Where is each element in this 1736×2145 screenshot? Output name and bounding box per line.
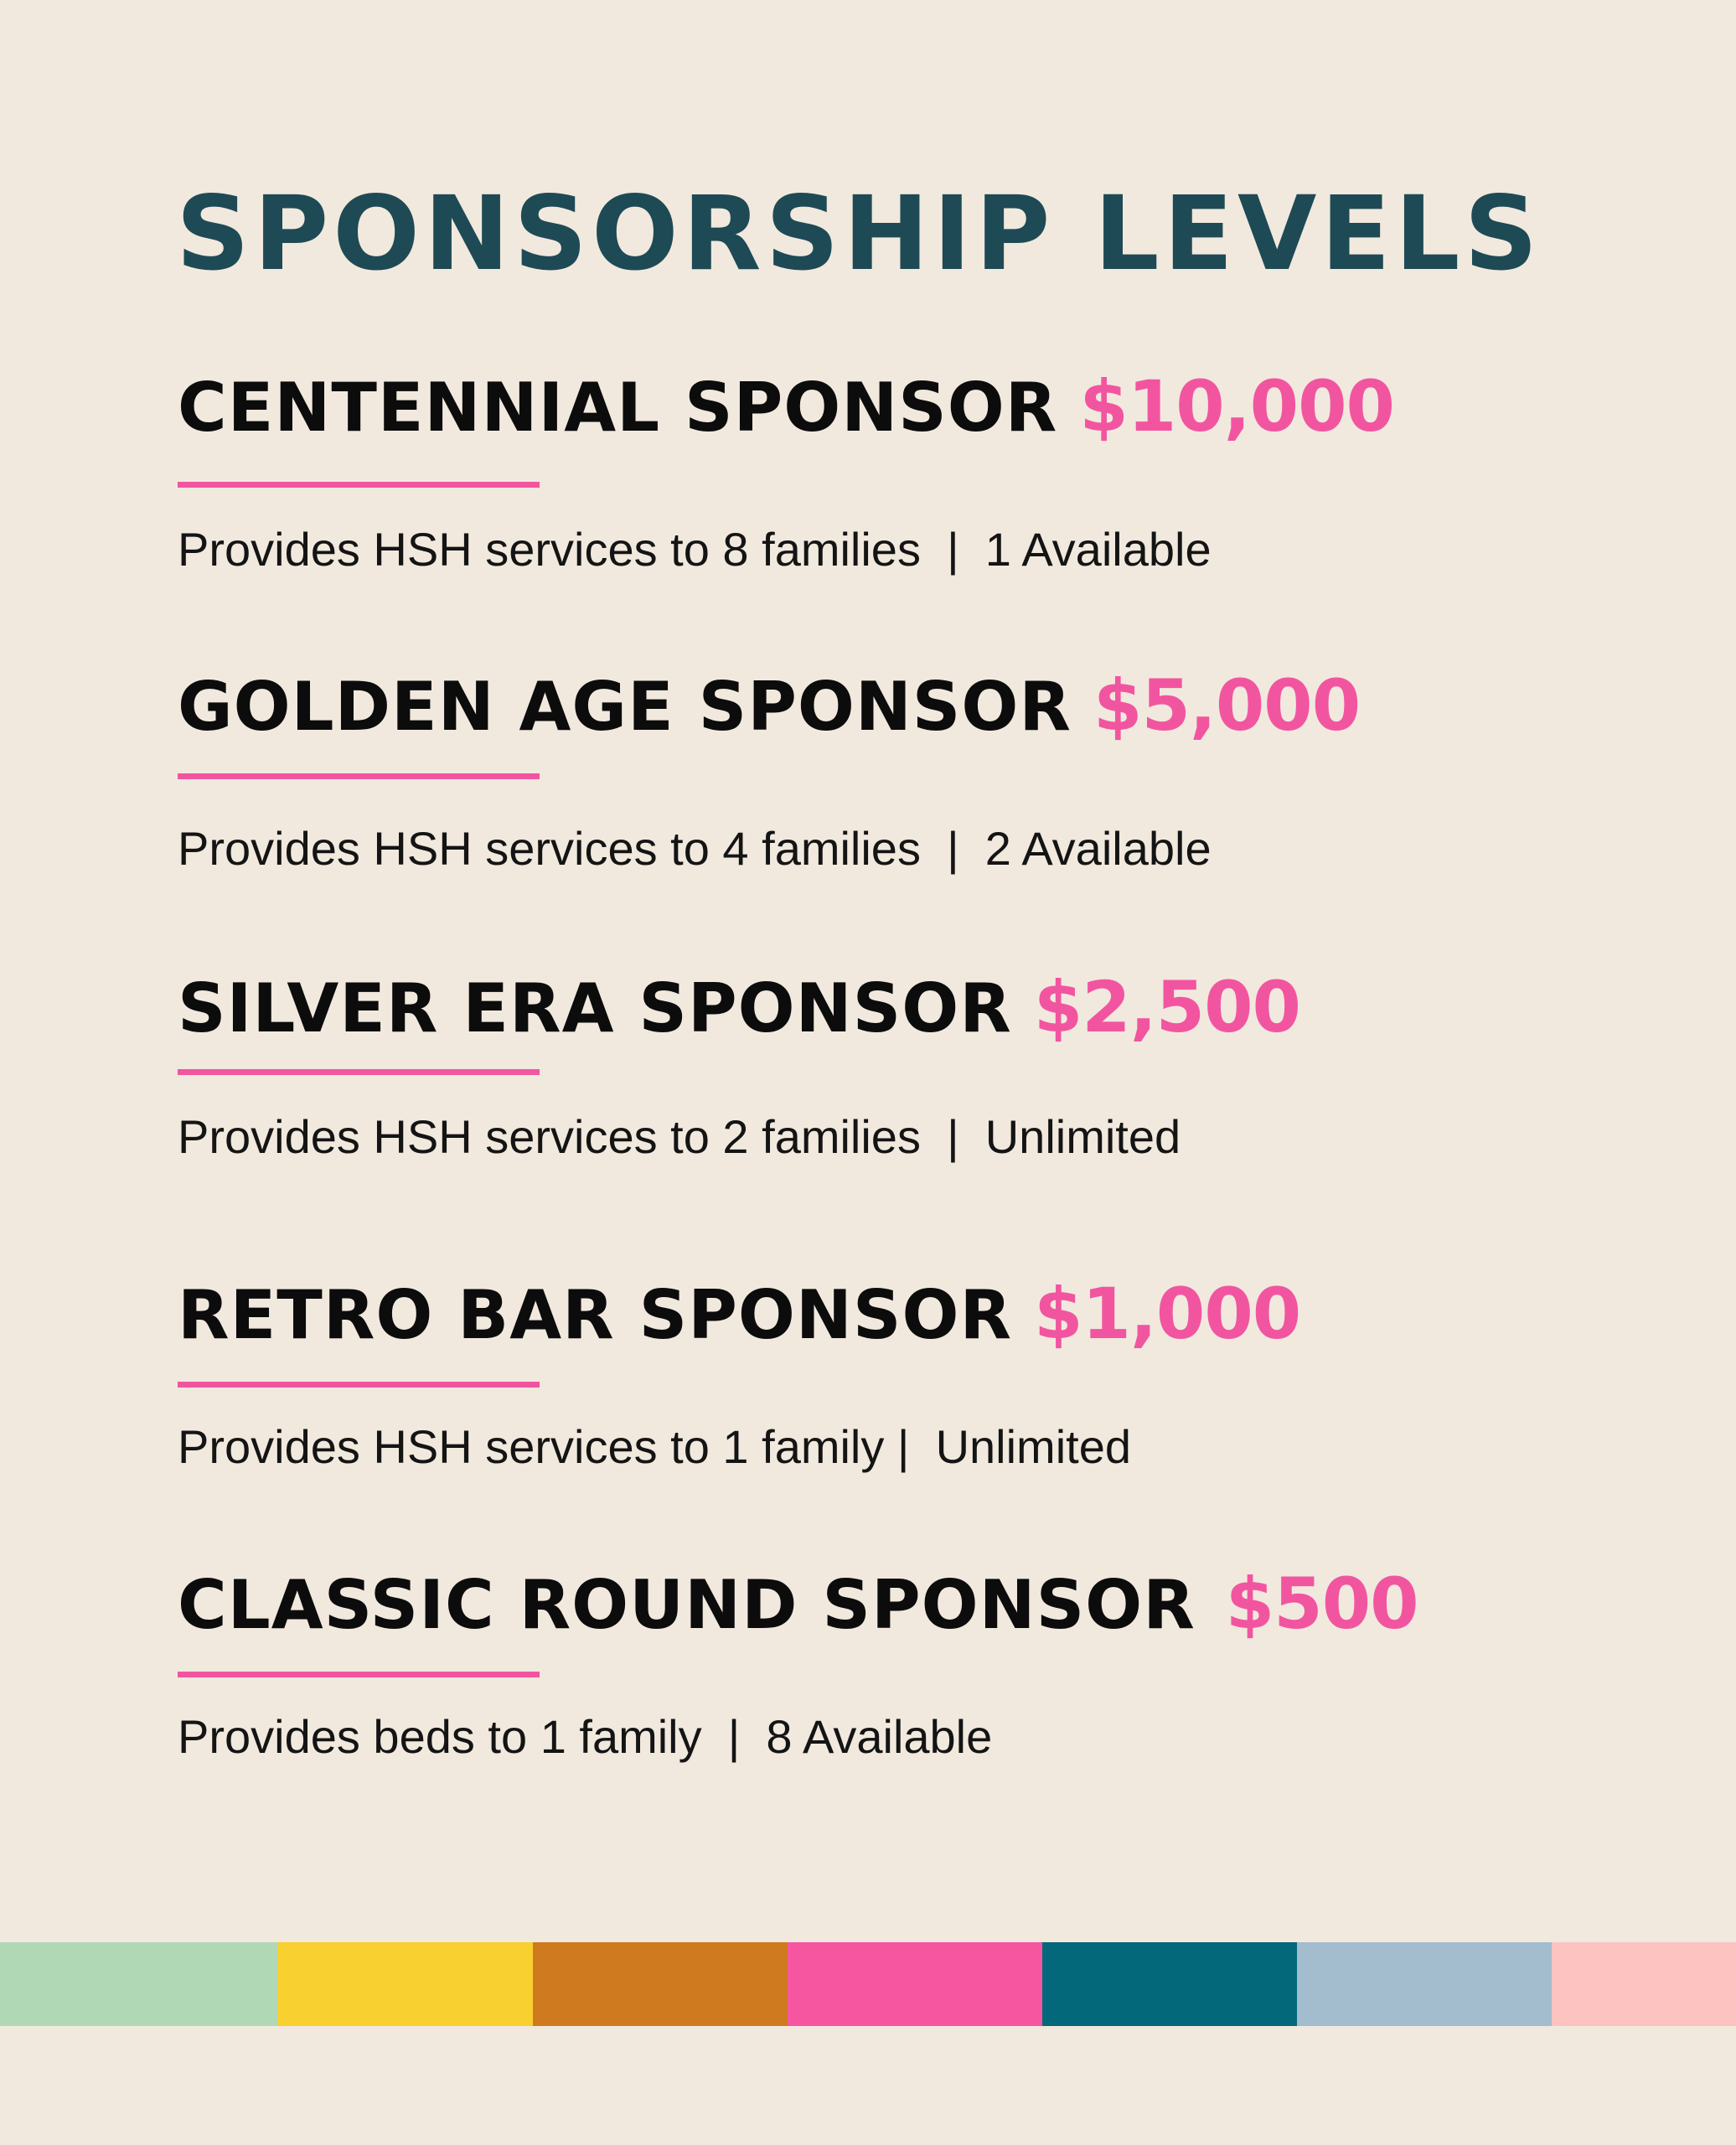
sponsor-level-classic-round <box>178 1562 1602 1763</box>
color-swatch-blush <box>1552 1942 1736 2026</box>
sponsor-level-price: $1,000 <box>1034 1273 1301 1355</box>
color-swatch-mint <box>0 1942 277 2026</box>
sponsor-level-description: Provides beds to 1 family | 8 Available <box>178 1710 993 1763</box>
color-strip <box>0 1942 1736 2026</box>
sponsor-level-price: $500 <box>1225 1563 1418 1645</box>
sponsor-level-name: SILVER ERA SPONSOR <box>178 969 1012 1047</box>
sponsor-level-price: $2,500 <box>1033 966 1300 1048</box>
accent-underline <box>178 1382 540 1388</box>
sponsor-level-description: Provides HSH services to 1 family | Unlimited <box>178 1420 1131 1473</box>
sponsor-level-retro-bar <box>178 1272 1602 1473</box>
sponsor-level-name: CLASSIC ROUND SPONSOR <box>178 1566 1196 1644</box>
sponsor-level-description: Provides HSH services to 4 families | 2 Available <box>178 822 1212 875</box>
sponsor-level-golden-age <box>178 664 1602 875</box>
sponsor-level-heading <box>178 364 1602 448</box>
sponsor-level-name: RETRO BAR SPONSOR <box>178 1276 1013 1354</box>
sponsor-level-description: Provides HSH services to 8 families | 1 Available <box>178 523 1212 576</box>
accent-underline <box>178 482 540 488</box>
sponsor-level-silver-era <box>178 965 1602 1163</box>
page-title: SPONSORSHIP LEVELS <box>176 174 1542 293</box>
sponsor-level-name: CENTENNIAL SPONSOR <box>178 369 1058 447</box>
accent-underline <box>178 1069 540 1075</box>
sponsor-level-name: GOLDEN AGE SPONSOR <box>178 668 1072 746</box>
sponsor-level-centennial <box>178 364 1602 576</box>
color-swatch-orange <box>533 1942 788 2026</box>
sponsor-level-price: $10,000 <box>1079 365 1394 447</box>
sponsor-level-description: Provides HSH services to 2 families | Unlimited <box>178 1110 1181 1163</box>
sponsor-level-heading <box>178 664 1602 747</box>
color-swatch-yellow <box>277 1942 533 2026</box>
sponsor-level-heading <box>178 965 1602 1049</box>
color-swatch-pink <box>788 1942 1042 2026</box>
color-swatch-blue <box>1297 1942 1552 2026</box>
accent-underline <box>178 1672 540 1677</box>
sponsor-level-heading <box>178 1562 1602 1646</box>
color-swatch-teal <box>1042 1942 1297 2026</box>
sponsor-level-heading <box>178 1272 1602 1356</box>
sponsor-level-price: $5,000 <box>1093 664 1361 747</box>
accent-underline <box>178 773 540 779</box>
